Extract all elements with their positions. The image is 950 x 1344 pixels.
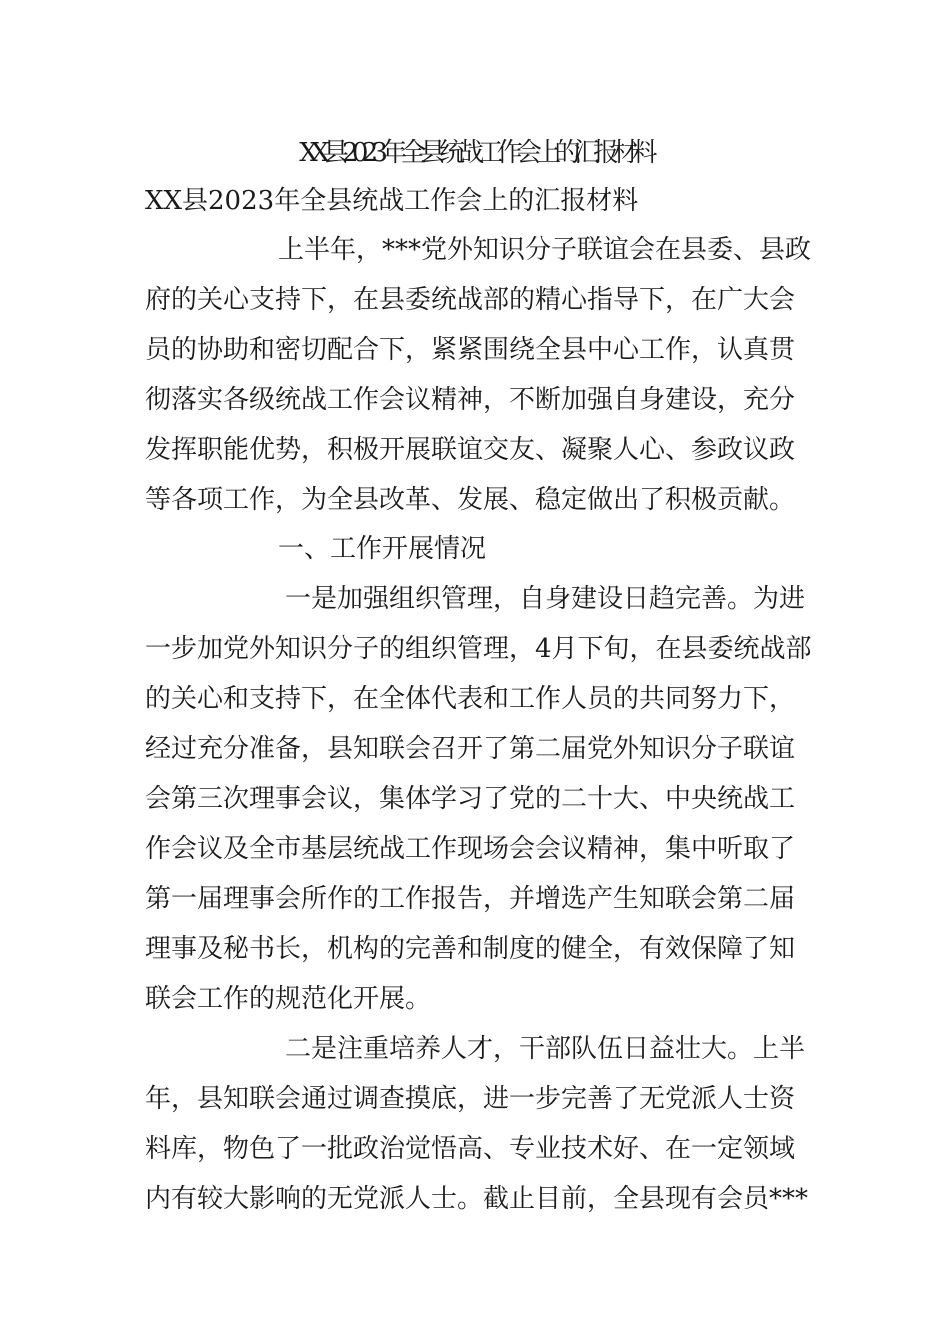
document-subtitle: XX县2023年全县统战工作会上的汇报材料 xyxy=(145,186,639,216)
paragraph-line: 理事及秘书长，机构的完善和制度的健全，有效保障了知 xyxy=(145,934,796,964)
paragraph-line: 上半年，***党外知识分子联谊会在县委、县政 xyxy=(278,235,812,265)
paragraph-line: 料库，物色了一批政治觉悟高、专业技术好、在一定领域 xyxy=(145,1134,796,1164)
paragraph-line: 发挥职能优势，积极开展联谊交友、凝聚人心、参政议政 xyxy=(145,435,796,465)
paragraph-line: 联会工作的规范化开展。 xyxy=(145,984,432,1014)
document-title: XX县2023年全县统战工作会上的汇报材料 xyxy=(299,138,651,168)
paragraph-line: 作会议及全市基层统战工作现场会会议精神，集中听取了 xyxy=(145,834,796,864)
paragraph-line: 一步加党外知识分子的组织管理，4月下旬，在县委统战部 xyxy=(145,634,812,664)
paragraph-line: 一是加强组织管理，自身建设日趋完善。为进 xyxy=(285,584,806,614)
paragraph-line: 内有较大影响的无党派人士。截止目前，全县现有会员*** xyxy=(145,1184,809,1214)
section-heading: 一、工作开展情况 xyxy=(278,534,487,564)
paragraph-line: 二是注重培养人才，干部队伍日益壮大。上半 xyxy=(285,1034,806,1064)
paragraph-line: 年，县知联会通过调查摸底，进一步完善了无党派人士资 xyxy=(145,1084,796,1114)
paragraph-line: 等各项工作，为全县改革、发展、稳定做出了积极贡献。 xyxy=(145,485,796,515)
paragraph-line: 员的协助和密切配合下，紧紧围绕全县中心工作，认真贯 xyxy=(145,335,796,365)
paragraph-line: 第一届理事会所作的工作报告，并增选产生知联会第二届 xyxy=(145,884,796,914)
paragraph-line: 彻落实各级统战工作会议精神，不断加强自身建设，充分 xyxy=(145,385,796,415)
paragraph-line: 府的关心支持下，在县委统战部的精心指导下，在广大会 xyxy=(145,285,796,315)
paragraph-line: 经过充分准备，县知联会召开了第二届党外知识分子联谊 xyxy=(145,734,796,764)
paragraph-line: 的关心和支持下，在全体代表和工作人员的共同努力下， xyxy=(145,684,796,714)
paragraph-line: 会第三次理事会议，集体学习了党的二十大、中央统战工 xyxy=(145,784,796,814)
